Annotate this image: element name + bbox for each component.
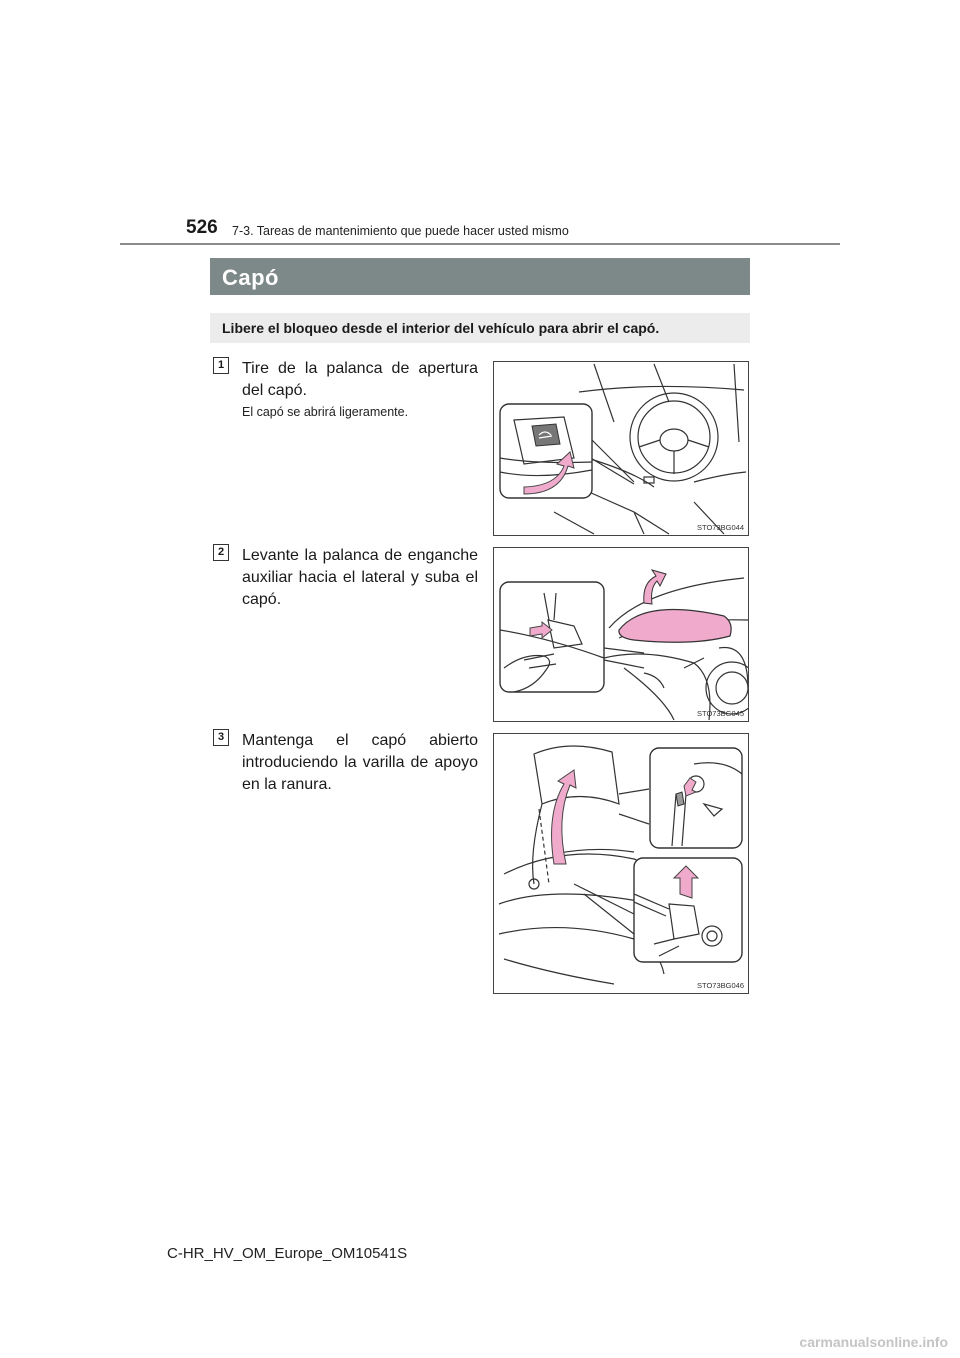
step-note-1: El capó se abrirá ligeramente. (242, 405, 409, 419)
header-rule (120, 243, 840, 245)
support-rod-illustration (494, 734, 748, 993)
section-path: 7-3. Tareas de mantenimiento que puede hacer usted mismo (232, 224, 569, 238)
watermark: carmanualsonline.info (799, 1334, 948, 1350)
figure-code-1: STO73BG044 (697, 523, 744, 532)
hood-lever-illustration (494, 362, 748, 535)
hood-latch-illustration (494, 548, 748, 721)
figure-support-rod (493, 733, 749, 994)
figure-hood-latch (493, 547, 749, 722)
page-number: 526 (186, 217, 218, 238)
step-text-1: Tire de la palanca de apertura del capó. (242, 360, 478, 399)
footer-doc-id: C-HR_HV_OM_Europe_OM10541S (167, 1245, 408, 1262)
step-badge-3: 3 (213, 729, 229, 746)
figure-hood-lever (493, 361, 749, 536)
step-badge-2: 2 (213, 544, 229, 561)
step-text-3: Mantenga el capó abierto introduciendo la varilla de apoyo en la ranura. (242, 732, 478, 793)
page-title: Capó (210, 258, 750, 295)
intro-text: Libere el bloqueo desde el interior del vehículo para abrir el capó. (210, 313, 750, 343)
figure-code-2: STO73BG045 (697, 709, 744, 718)
step-text-2: Levante la palanca de enganche auxiliar hacia el lateral y suba el capó. (242, 547, 478, 608)
figure-code-3: STO73BG046 (697, 981, 744, 990)
step-badge-1: 1 (213, 357, 229, 374)
